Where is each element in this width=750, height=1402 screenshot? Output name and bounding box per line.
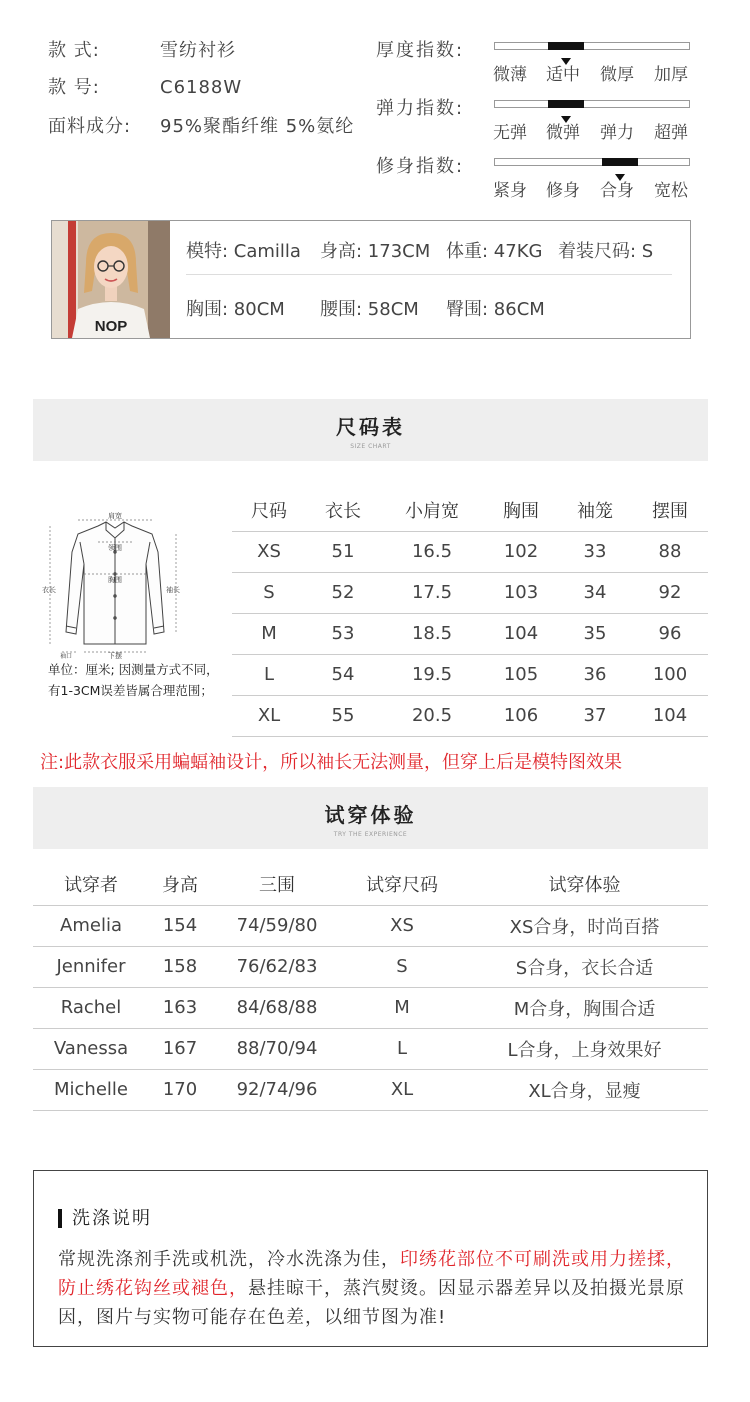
table-row	[232, 572, 708, 613]
model-line-1	[186, 237, 653, 263]
table-cell: 102	[484, 531, 558, 572]
table-cell: 74/59/80	[211, 905, 343, 946]
style-label: 款 式:	[48, 40, 100, 61]
table-cell: M合身，胸围合适	[461, 987, 708, 1028]
table-row	[33, 905, 708, 946]
table-row	[232, 531, 708, 572]
table-cell: 103	[484, 572, 558, 613]
fabric-label: 面料成分:	[48, 116, 132, 137]
code-value: C6188W	[160, 77, 243, 98]
table-cell: 96	[632, 613, 708, 654]
model-divider	[186, 274, 672, 275]
model-info-box	[51, 220, 691, 339]
size-chart-subtitle: SIZE CHART	[350, 443, 391, 450]
table-cell: 163	[149, 987, 211, 1028]
fit-option-0: 紧身	[493, 181, 527, 201]
wash-text-normal-2: 悬挂晾干，蒸汽熨烫。因显示器差异以及拍摄光景原因，图片与实物可能存在色差，以细节图为准!	[58, 1278, 685, 1328]
try-col-size: 试穿尺码	[366, 875, 438, 897]
fit-label: 修身指数:	[376, 156, 465, 177]
diagram-length-label: 衣长	[42, 586, 56, 594]
size-col-armhole: 袖笼	[577, 501, 613, 523]
unit-note: 单位：厘米; 因测量方式不同，有1-3CM误差皆属合理范围；	[48, 662, 219, 698]
try-on-subtitle: TRY THE EXPERIENCE	[333, 831, 408, 838]
table-cell: Michelle	[33, 1069, 149, 1110]
table-cell: L	[232, 654, 306, 695]
elasticity-option-1: 微弹	[546, 123, 580, 143]
table-cell: 92/74/96	[211, 1069, 343, 1110]
wash-text-warning: 印绣花部位不可刷洗或用力搓揉，防止绣花钩丝或褪色，	[58, 1249, 685, 1299]
fit-option-3: 宽松	[654, 181, 688, 201]
wash-body	[58, 1245, 688, 1332]
size-table-header	[232, 490, 708, 531]
thickness-index	[376, 34, 696, 86]
table-cell: Amelia	[33, 905, 149, 946]
table-cell: XS合身，时尚百搭	[461, 905, 708, 946]
table-cell: XL	[232, 695, 306, 736]
table-cell: 53	[306, 613, 380, 654]
table-cell: 51	[306, 531, 380, 572]
table-cell: 17.5	[380, 572, 484, 613]
diagram-sleeve-label: 袖长	[166, 586, 180, 594]
table-cell: XS	[232, 531, 306, 572]
table-cell: L合身，上身效果好	[461, 1028, 708, 1069]
elasticity-label: 弹力指数:	[376, 98, 465, 119]
table-cell: Jennifer	[33, 946, 149, 987]
wash-instructions-box	[33, 1170, 708, 1347]
model-hip: 臀围: 86CM	[446, 299, 545, 320]
table-cell: 170	[149, 1069, 211, 1110]
diagram-chest-label: 胸围	[108, 576, 122, 584]
table-cell: S	[343, 946, 461, 987]
thickness-option-1: 适中	[546, 65, 580, 85]
table-row	[232, 654, 708, 695]
wash-title: 洗涤说明	[58, 1209, 152, 1228]
thickness-option-2: 微厚	[600, 65, 634, 85]
model-line-2	[186, 295, 545, 321]
table-cell: 33	[558, 531, 632, 572]
thickness-scale	[494, 42, 690, 50]
try-table-header	[33, 864, 708, 905]
try-col-tester: 试穿者	[64, 875, 118, 897]
table-cell: Vanessa	[33, 1028, 149, 1069]
diagram-shoulder-label: 肩宽	[108, 512, 122, 520]
model-photo-illustration	[52, 221, 170, 338]
elasticity-index	[376, 92, 696, 144]
table-cell: XL	[343, 1069, 461, 1110]
code-row	[48, 73, 242, 99]
table-cell: 158	[149, 946, 211, 987]
style-value: 雪纺衬衫	[160, 40, 236, 61]
size-chart-title: 尺码表	[336, 415, 405, 439]
table-row	[33, 1028, 708, 1069]
table-cell: 100	[632, 654, 708, 695]
fit-marker	[602, 158, 638, 166]
table-cell: 104	[484, 613, 558, 654]
model-name: 模特: Camilla	[186, 241, 301, 262]
table-cell: 36	[558, 654, 632, 695]
try-on-table	[33, 864, 708, 1111]
elasticity-option-0: 无弹	[493, 123, 527, 143]
table-row	[232, 695, 708, 736]
model-photo	[52, 221, 170, 338]
fit-index	[376, 150, 696, 202]
table-row	[232, 613, 708, 654]
size-col-hem: 摆围	[652, 501, 688, 523]
fit-option-1: 修身	[546, 181, 580, 201]
elasticity-option-3: 超弹	[654, 123, 688, 143]
try-col-measurements: 三围	[259, 875, 295, 897]
elasticity-scale	[494, 100, 690, 108]
fit-option-2: 合身	[600, 181, 634, 201]
table-cell: S合身，衣长合适	[461, 946, 708, 987]
model-waist: 腰围: 58CM	[320, 299, 419, 320]
table-cell: 35	[558, 613, 632, 654]
table-cell: 104	[632, 695, 708, 736]
table-cell: 76/62/83	[211, 946, 343, 987]
model-weight: 体重: 47KG	[446, 241, 543, 262]
model-height: 身高: 173CM	[320, 241, 431, 262]
size-chart-banner	[33, 399, 708, 461]
thickness-option-0: 微薄	[493, 65, 527, 85]
table-row	[33, 946, 708, 987]
table-cell: 92	[632, 572, 708, 613]
diagram-cuff-label: 袖口	[60, 653, 73, 660]
table-cell: 18.5	[380, 613, 484, 654]
table-row	[33, 1069, 708, 1110]
diagram-collar-label: 领围	[108, 544, 122, 552]
table-cell: 105	[484, 654, 558, 695]
thickness-label: 厚度指数:	[376, 40, 465, 61]
size-table	[232, 490, 708, 737]
table-cell: 52	[306, 572, 380, 613]
table-cell: 19.5	[380, 654, 484, 695]
table-cell: 34	[558, 572, 632, 613]
table-cell: 16.5	[380, 531, 484, 572]
fabric-value: 95%聚酯纤维 5%氨纶	[160, 116, 355, 137]
diagram-hem-label: 下摆	[108, 652, 122, 660]
size-col-length: 衣长	[325, 501, 361, 523]
table-cell: 88/70/94	[211, 1028, 343, 1069]
fit-scale	[494, 158, 690, 166]
table-cell: 88	[632, 531, 708, 572]
elasticity-option-2: 弹力	[600, 123, 634, 143]
table-cell: 37	[558, 695, 632, 736]
try-col-height: 身高	[162, 875, 198, 897]
table-cell: 167	[149, 1028, 211, 1069]
try-on-banner	[33, 787, 708, 849]
batwing-sleeve-warning: 注:此款衣服采用蝙蝠袖设计，所以袖长无法测量，但穿上后是模特图效果	[40, 752, 623, 773]
style-row	[48, 36, 236, 62]
elasticity-marker	[548, 100, 584, 108]
size-col-size: 尺码	[251, 501, 287, 523]
table-cell: XL合身，显瘦	[461, 1069, 708, 1110]
try-on-title: 试穿体验	[324, 803, 417, 827]
table-cell: M	[343, 987, 461, 1028]
table-cell: 106	[484, 695, 558, 736]
table-cell: 84/68/88	[211, 987, 343, 1028]
wash-text-normal: 常规洗涤剂手洗或机洗，冷水洗涤为佳，	[58, 1249, 400, 1270]
table-cell: Rachel	[33, 987, 149, 1028]
size-col-shoulder: 小肩宽	[405, 501, 459, 523]
model-bust: 胸围: 80CM	[186, 299, 285, 320]
table-cell: 55	[306, 695, 380, 736]
thickness-marker	[548, 42, 584, 50]
table-cell: S	[232, 572, 306, 613]
table-cell: 54	[306, 654, 380, 695]
table-cell: 154	[149, 905, 211, 946]
table-cell: L	[343, 1028, 461, 1069]
thickness-option-3: 加厚	[654, 65, 688, 85]
fabric-row	[48, 112, 354, 138]
try-col-experience: 试穿体验	[548, 875, 621, 897]
size-col-chest: 胸围	[503, 501, 539, 523]
model-size: 着装尺码: S	[558, 241, 654, 262]
shirt-diagram	[40, 512, 190, 660]
table-cell: 20.5	[380, 695, 484, 736]
table-cell: XS	[343, 905, 461, 946]
table-row	[33, 987, 708, 1028]
shirt-print-text: NOP	[94, 318, 128, 335]
code-label: 款 号:	[48, 77, 100, 98]
table-cell: M	[232, 613, 306, 654]
